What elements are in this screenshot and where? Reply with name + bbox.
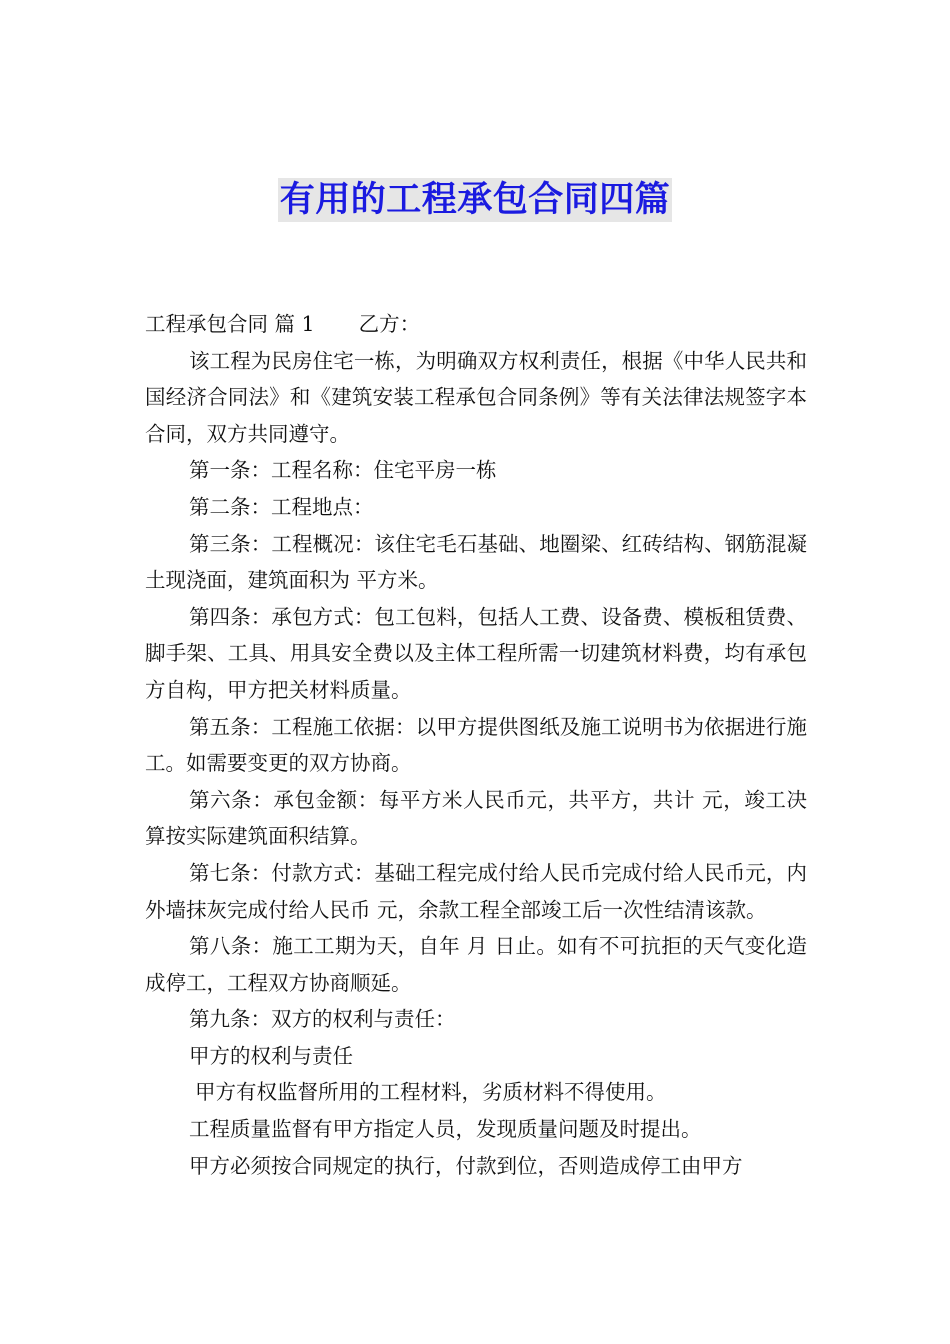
article-4: 第四条：承包方式：包工包料，包括人工费、设备费、模板租赁费、脚手架、工具、用具安全费以及主体工程所需一切建筑材料费，均有承包方自构，甲方把关材料质量。	[145, 604, 807, 702]
document-title	[0, 176, 950, 230]
document-body	[145, 306, 807, 1184]
article-9: 第九条：双方的权利与责任：	[189, 1007, 456, 1032]
party-a-clause-2: 工程质量监督有甲方指定人员，发现质量问题及时提出。	[189, 1117, 702, 1142]
party-a-clause-3: 甲方必须按合同规定的执行，付款到位，否则造成停工由甲方	[189, 1153, 743, 1178]
paragraph-intro: 该工程为民房住宅一栋，为明确双方权利责任，根据《中华人民共和国经济合同法》和《建筑安装工程承包合同条例》等有关法律法规签字本合同，双方共同遵守。	[145, 348, 807, 446]
document-title-text: 有用的工程承包合同四篇	[279, 180, 671, 220]
contract-heading-party: 乙方：	[358, 312, 421, 336]
article-6: 第六条：承包金额：每平方米人民币元，共平方，共计 元，竣工决算按实际建筑面积结算。	[145, 787, 807, 849]
contract-heading-line	[145, 306, 807, 343]
article-7: 第七条：付款方式：基础工程完成付给人民币完成付给人民币元，内外墙抹灰完成付给人民币 元，余款工程全部竣工后一次性结清该款。	[145, 860, 807, 922]
article-2: 第二条：工程地点：	[189, 494, 374, 519]
article-1: 第一条：工程名称：住宅平房一栋	[189, 458, 497, 483]
party-a-heading: 甲方的权利与责任	[189, 1043, 353, 1068]
article-5: 第五条：工程施工依据：以甲方提供图纸及施工说明书为依据进行施工。如需要变更的双方协商。	[145, 714, 807, 776]
contract-heading-label: 工程承包合同 篇 1	[145, 312, 315, 336]
party-a-clause-1: 甲方有权监督所用的工程材料，劣质材料不得使用。	[195, 1080, 667, 1105]
article-8: 第八条：施工工期为天，自年 月 日止。如有不可抗拒的天气变化造成停工，工程双方协商顺延。	[145, 934, 807, 995]
article-3: 第三条：工程概况：该住宅毛石基础、地圈梁、红砖结构、钢筋混凝土现浇面，建筑面积为 平方米。	[145, 531, 807, 593]
